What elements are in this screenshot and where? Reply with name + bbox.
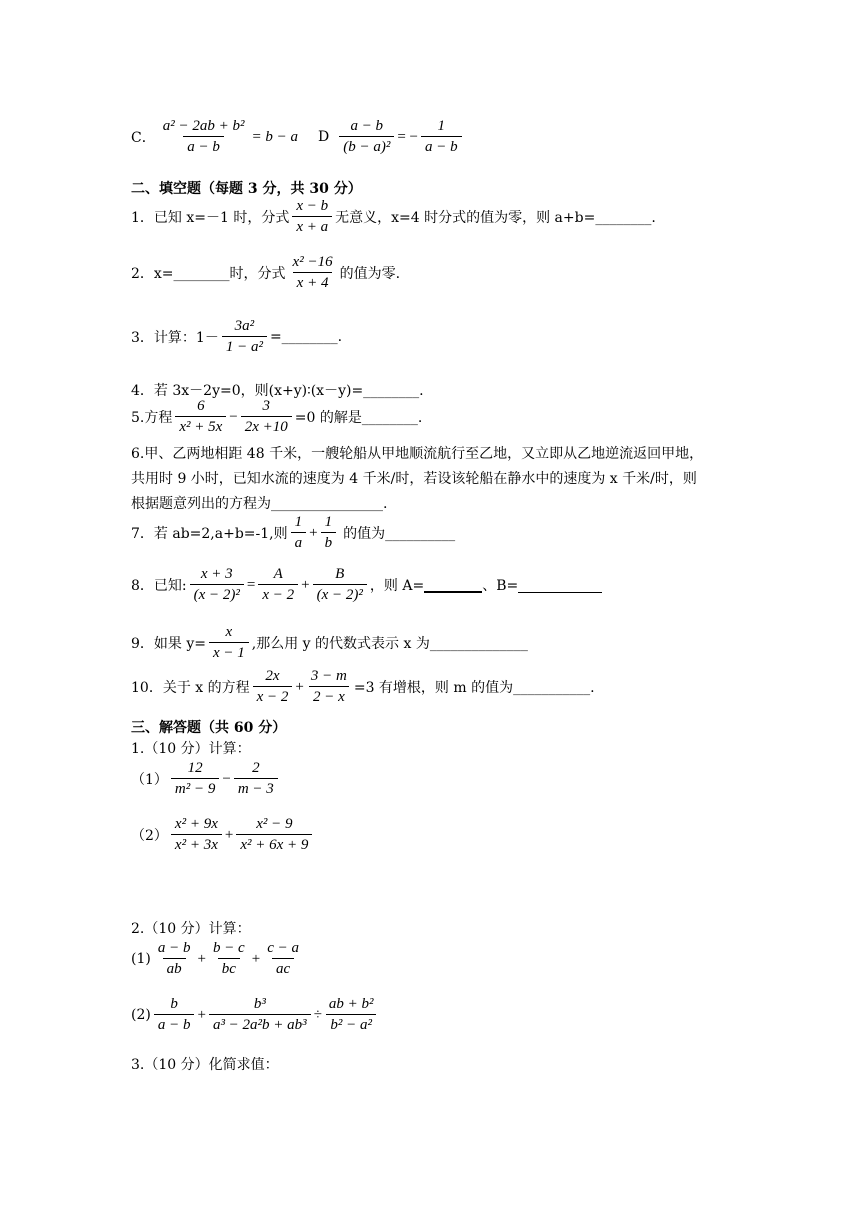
- problem-1-title: 1.（10 分）计算：: [131, 741, 251, 757]
- question-8-numerator-3: B: [335, 566, 345, 582]
- question-7-post: 的值为__________: [343, 526, 456, 542]
- problem-1-part-1: [131, 760, 281, 798]
- question-7: [131, 514, 455, 552]
- question-1-fraction: [292, 198, 332, 236]
- question-2-pre: 2．x=________时，分式: [131, 266, 286, 282]
- question-3-post: =________.: [269, 329, 343, 345]
- problem-2-part-2: [131, 996, 381, 1034]
- option-c-numerator: a² − 2ab + b²: [162, 118, 245, 134]
- option-d-rhs-sign: = −: [397, 128, 418, 145]
- question-5-fraction-1: [175, 398, 226, 436]
- question-3-fraction: [222, 318, 267, 356]
- problem-1-part-1-denominator-2: m − 3: [234, 778, 278, 798]
- question-7-fraction-1: [291, 514, 307, 552]
- option-d-label: D: [317, 129, 330, 145]
- problem-1-part-1-numerator-2: 2: [252, 760, 260, 776]
- question-1-pre: 1．已知 x=－1 时，分式: [131, 210, 290, 226]
- problem-2-part-2-operator-2: ÷: [313, 1006, 322, 1023]
- question-8: [131, 566, 602, 604]
- question-8-fraction-2: [258, 566, 298, 604]
- problem-2-part-2-denominator-1: a − b: [154, 1014, 195, 1034]
- question-8-denominator-1: (x − 2)²: [190, 584, 244, 604]
- problem-1-part-1-operator: −: [222, 770, 231, 787]
- question-2-fraction: [289, 254, 337, 292]
- question-6-line-1: 6.甲、乙两地相距 48 千米，一艘轮船从甲地顺流航行至乙地，又立即从乙地逆流返回甲地，: [131, 446, 704, 462]
- problem-2-part-2-fraction-3: [325, 996, 378, 1034]
- question-3: [131, 318, 342, 356]
- problem-2-title: 2.（10 分）计算：: [131, 921, 251, 937]
- question-10-plus: +: [295, 678, 304, 695]
- question-10: [131, 668, 595, 706]
- question-10-fraction-1: [253, 668, 293, 706]
- question-8-numerator-2: A: [273, 566, 283, 582]
- question-2-numerator: x² −16: [292, 254, 333, 270]
- option-row-cd: [131, 118, 465, 156]
- question-6-line-2: 共用时 9 小时，已知水流的速度为 4 千米/时，若设该轮船在静水中的速度为 x 千米/时，则: [131, 471, 697, 487]
- problem-2-part-1-numerator-3: c − a: [267, 940, 299, 956]
- question-7-pre: 7．若 ab=2,a+b=-1,则: [131, 526, 288, 542]
- problem-2-part-1-operator-1: +: [197, 950, 206, 967]
- question-1-denominator: x + a: [292, 216, 332, 236]
- question-9: [131, 624, 528, 662]
- problem-2-part-1-denominator-3: ac: [272, 958, 294, 978]
- question-7-plus: +: [309, 524, 318, 541]
- option-c-fraction: [159, 118, 249, 156]
- problem-2-part-1-fraction-1: [154, 940, 195, 978]
- problem-3-title: 3.（10 分）化简求值：: [131, 1057, 279, 1073]
- problem-2-part-2-label: (2): [131, 1007, 151, 1023]
- question-3-pre: 3．计算：1－: [131, 330, 219, 346]
- problem-2-part-2-numerator-1: b: [170, 996, 178, 1012]
- problem-1-part-2-denominator-2: x² + 6x + 9: [236, 834, 312, 854]
- question-9-post: ,那么用 y 的代数式表示 x 为______________: [251, 636, 528, 652]
- question-7-fraction-2: [321, 514, 337, 552]
- problem-2-part-1-numerator-1: a − b: [157, 940, 191, 956]
- question-5-fraction-2: [241, 398, 292, 436]
- question-3-denominator: 1 − a²: [222, 336, 267, 356]
- problem-1-part-2-numerator-1: x² + 9x: [174, 816, 218, 832]
- problem-1-part-1-label: （1）: [131, 772, 168, 788]
- section-solution-heading: 三、解答题（共 60 分）: [131, 720, 287, 736]
- question-8-plus: +: [301, 576, 310, 593]
- question-8-pre: 8．已知:: [131, 578, 187, 594]
- option-d-rhs-numerator: 1: [437, 118, 446, 134]
- question-10-pre: 10．关于 x 的方程: [131, 680, 250, 696]
- question-8-post-a: ，则 A=: [369, 578, 425, 594]
- problem-1-part-2-denominator-1: x² + 3x: [171, 834, 222, 854]
- question-10-denominator-2: 2 − x: [309, 686, 349, 706]
- problem-2-part-1-fraction-2: [209, 940, 249, 978]
- problem-2-part-2-numerator-2: b³: [253, 996, 266, 1012]
- question-10-post: =3 有增根，则 m 的值为___________.: [353, 680, 595, 696]
- problem-1-part-1-fraction-2: [234, 760, 278, 798]
- problem-1-part-1-numerator-1: 12: [187, 760, 203, 776]
- option-d-rhs-denominator: a − b: [421, 136, 462, 156]
- problem-1-part-2-label: （2）: [131, 828, 168, 844]
- problem-2-part-1-operator-2: +: [251, 950, 261, 967]
- question-5-denominator-1: x² + 5x: [175, 416, 226, 436]
- option-d-denominator: (b − a)²: [339, 136, 394, 156]
- question-8-blank-b[interactable]: [518, 578, 602, 593]
- problem-2-part-2-fraction-1: [154, 996, 195, 1034]
- question-8-fraction-1: [190, 566, 244, 604]
- question-8-sep-b: 、B=: [482, 578, 519, 594]
- problem-1-part-1-denominator-1: m² − 9: [171, 778, 219, 798]
- question-5-pre: 5.方程: [131, 410, 173, 426]
- question-9-numerator: x: [225, 624, 233, 640]
- problem-2-part-1-numerator-2: b − c: [212, 940, 245, 956]
- question-1-numerator: x − b: [296, 198, 329, 214]
- question-10-numerator-2: 3 − m: [310, 668, 347, 684]
- option-c-label: C．: [131, 130, 156, 146]
- question-2-post: 的值为零.: [339, 266, 401, 282]
- question-2-denominator: x + 4: [293, 272, 333, 292]
- problem-2-part-2-operator-1: +: [197, 1006, 206, 1023]
- question-8-numerator-1: x + 3: [200, 566, 233, 582]
- question-7-numerator-2: 1: [324, 514, 333, 530]
- question-5-numerator-1: 6: [197, 398, 205, 414]
- question-10-fraction-2: [307, 668, 351, 706]
- option-d-rhs-fraction: [421, 118, 462, 156]
- question-1: [131, 198, 656, 236]
- question-8-blank-a[interactable]: [424, 577, 482, 593]
- option-c-denominator: a − b: [183, 136, 224, 156]
- question-8-denominator-3: (x − 2)²: [313, 584, 367, 604]
- problem-1-part-2: [131, 816, 315, 854]
- problem-2-part-2-denominator-3: b² − a²: [326, 1014, 376, 1034]
- question-9-fraction: [209, 624, 249, 662]
- question-5-numerator-2: 3: [262, 398, 271, 414]
- question-7-denominator-1: a: [291, 532, 307, 552]
- section-fill-blank-heading: 二、填空题（每题 3 分，共 30 分）: [131, 181, 362, 197]
- question-7-numerator-1: 1: [294, 514, 303, 530]
- question-5: [131, 398, 422, 436]
- problem-1-part-2-numerator-2: x² − 9: [256, 816, 293, 832]
- question-7-denominator-2: b: [321, 532, 337, 552]
- option-d-fraction: [339, 118, 394, 156]
- question-9-pre: 9．如果 y=: [131, 636, 206, 652]
- question-10-numerator-1: 2x: [265, 668, 280, 684]
- problem-1-part-2-operator: +: [224, 826, 234, 843]
- problem-2-part-1-fraction-3: [263, 940, 303, 978]
- option-d-numerator: a − b: [350, 118, 384, 134]
- option-c-rhs: = b − a: [251, 128, 298, 145]
- problem-2-part-1-label: (1): [131, 951, 151, 967]
- question-5-minus: −: [229, 408, 238, 425]
- question-5-denominator-2: 2x +10: [241, 416, 292, 436]
- problem-2-part-1-denominator-1: ab: [163, 958, 186, 978]
- question-8-denominator-2: x − 2: [258, 584, 298, 604]
- problem-2-part-2-fraction-2: [209, 996, 311, 1034]
- problem-2-part-2-numerator-3: ab + b²: [328, 996, 374, 1012]
- question-4: 4．若 3x－2y=0，则(x+y)∶(x－y)=________.: [131, 383, 424, 399]
- problem-1-part-2-fraction-1: [171, 816, 222, 854]
- question-3-numerator: 3a²: [234, 318, 255, 334]
- question-9-denominator: x − 1: [209, 642, 249, 662]
- problem-1-part-1-fraction-1: [171, 760, 219, 798]
- problem-2-part-2-denominator-2: a³ − 2a²b + ab³: [209, 1014, 311, 1034]
- problem-1-part-2-fraction-2: [236, 816, 312, 854]
- problem-2-part-1-denominator-2: bc: [218, 958, 240, 978]
- problem-2-part-1: [131, 940, 306, 978]
- question-8-equals: =: [246, 576, 256, 593]
- question-1-post: 无意义，x=4 时分式的值为零，则 a+b=________.: [335, 210, 656, 226]
- question-6-line-3: 根据题意列出的方程为________________.: [131, 496, 388, 512]
- question-10-denominator-1: x − 2: [253, 686, 293, 706]
- question-2: [131, 254, 400, 292]
- question-8-fraction-3: [313, 566, 367, 604]
- question-5-post: =0 的解是________.: [294, 410, 423, 426]
